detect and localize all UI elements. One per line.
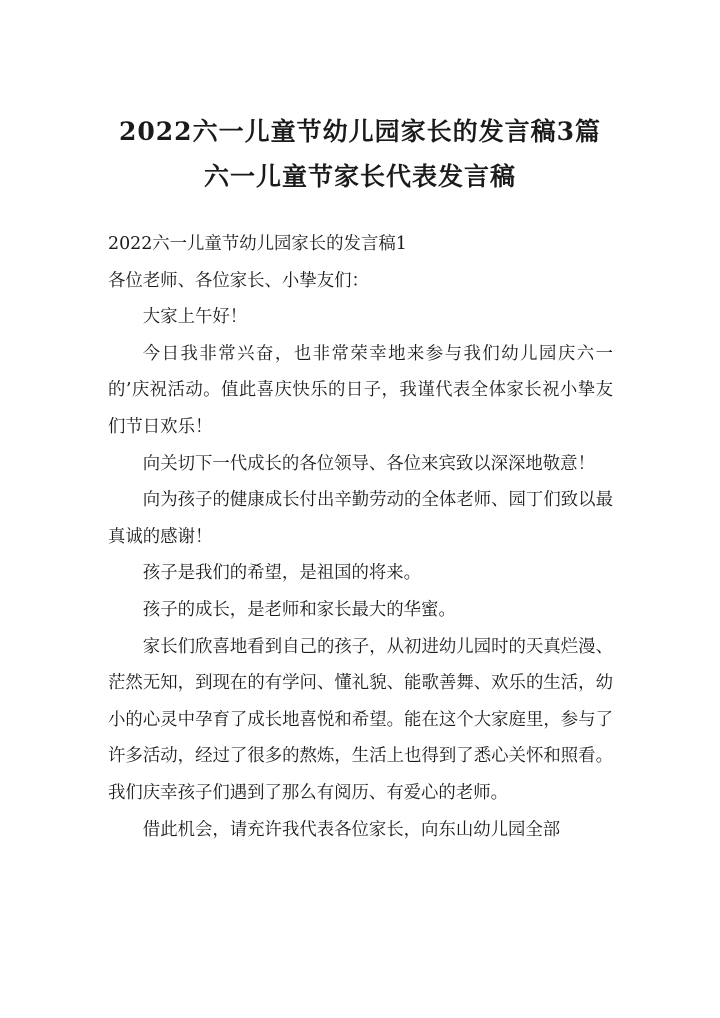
paragraph: 孩子的成长，是老师和家长最大的华蜜。	[142, 599, 456, 620]
salutation: 各位老师、各位家长、小挚友们：	[108, 270, 369, 291]
paragraph: 向关切下一代成长的各位领导、各位来宾致以深深地敬意！	[142, 453, 595, 474]
document-title-line2: 六一儿童节家长代表发言稿	[203, 162, 516, 191]
paragraph: 家长们欣喜地看到自己的孩子，从初进幼儿园时的天真烂漫、茫然无知，到现在的有学问、懂礼貌、能歌善舞、欢乐的生活，幼小的心灵中孕育了成长地喜悦和希望。能在这个大家庭里，参与了许多活动，经过了很多的熬炼，生活上也得到了悉心关怀和照看。我们庆幸孩子们遇到了那么有阅历、有爱心的老师。	[108, 636, 613, 803]
paragraph: 今日我非常兴奋，也非常荣幸地来参与我们幼儿园庆六一的’庆祝活动。值此喜庆快乐的日子，我谨代表全体家长祝小挚友们节日欢乐！	[108, 343, 613, 437]
paragraph: 向为孩子的健康成长付出辛勤劳动的全体老师、园丁们致以最真诚的感谢！	[108, 490, 613, 547]
paragraph: 孩子是我们的希望，是祖国的将来。	[142, 563, 422, 584]
paragraph: 借此机会，请充许我代表各位家长，向东山幼儿园全部	[142, 819, 561, 840]
paragraph: 大家上午好！	[142, 307, 248, 328]
document-body	[108, 226, 613, 848]
section-heading: 2022六一儿童节幼儿园家长的发言稿1	[108, 234, 407, 254]
document-title-line1: 2022六一儿童节幼儿园家长的发言稿3篇	[119, 117, 601, 146]
